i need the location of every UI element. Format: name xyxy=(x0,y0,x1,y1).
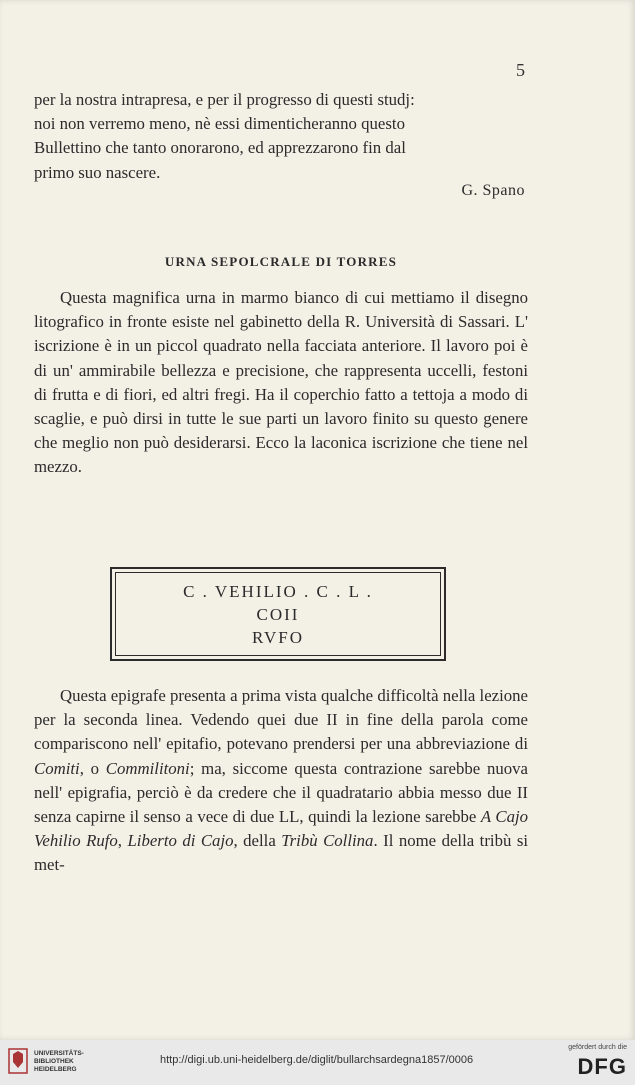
inscription-line-3: RVFO xyxy=(252,627,304,647)
dfg-logo: DFG xyxy=(577,1054,627,1079)
paragraph-text xyxy=(34,684,528,878)
italic-run: Commilitoni xyxy=(105,758,190,778)
italic-run: Liberto di Cajo xyxy=(127,831,234,851)
intro-line: Bullettino che tanto onorarono, ed apprezzarono fin dal xyxy=(34,138,406,158)
author-signature: G. Spano xyxy=(461,182,525,199)
library-logo-text xyxy=(34,1050,84,1074)
logo-line: HEIDELBERG xyxy=(34,1066,77,1073)
text-run: , della xyxy=(233,831,282,851)
dfg-caption: gefördert durch die xyxy=(568,1044,627,1051)
logo-line: UNIVERSITÄTS- xyxy=(34,1050,84,1057)
university-seal-icon xyxy=(8,1048,28,1074)
viewer-footer xyxy=(0,1040,635,1085)
logo-line: BIBLIOTHEK xyxy=(34,1058,74,1065)
inscription-line-1: C . VEHILIO . C . L . xyxy=(183,581,373,601)
intro-line: noi non verremo meno, nè essi dimenticheranno questo xyxy=(34,114,405,134)
text-run: . Il nome della tribù si met- xyxy=(34,831,529,875)
text-run: ; ma, siccome questa contrazione sarebbe nuova nell' epigrafia, perciò è da credere che il quadratario abbia messo due II senza capirne il senso a vece di due LL, quindi la lezione sarebbe xyxy=(34,758,528,827)
inscription-line-2: COII xyxy=(256,604,300,624)
italic-run: Tribù Collina xyxy=(281,831,374,851)
intro-line: per la nostra intrapresa, e per il progresso di questi studj: xyxy=(34,90,415,109)
permalink-url[interactable]: http://digi.ub.uni-heidelberg.de/diglit/bullarchsardegna1857/0006 xyxy=(160,1054,474,1066)
page-number: 5 xyxy=(516,60,525,80)
intro-line: primo suo nascere. xyxy=(34,162,161,182)
text-run: , xyxy=(117,831,128,851)
paragraph-text: Questa magnifica urna in marmo bianco di cui mettiamo il disegno litografico in fronte esiste nel gabinetto della R. Università di Sassari. L' iscrizione è in un piccol quadrato nella facciata anteriore. Il lavoro poi è di un' ammirabile bellezza e precisione, che rappresenta uccelli, festoni di frutta e di fiori, ed altri fregi. Ha il coperchio fatto a tettoja a modo di scaglie, e può dirsi in tutte le sue parti un lavoro finito su questo genere che meglio non può desiderarsi. Ecco la laconica iscrizione che tiene nel mezzo. xyxy=(34,288,528,477)
inscription-box xyxy=(110,567,446,661)
body-paragraph-2 xyxy=(34,684,528,878)
text-run: Questa epigrafe presenta a prima vista qualche difficoltà nella lezione per la seconda linea. Vedendo quei due II in fine della parola come compariscono nell' epitafio, potevano prendersi per una abbreviazione di xyxy=(34,686,528,754)
intro-paragraph xyxy=(34,88,528,185)
section-heading: URNA SEPOLCRALE DI TORRES xyxy=(164,254,398,269)
body-paragraph-1 xyxy=(34,286,528,480)
text-run: , o xyxy=(79,758,106,778)
italic-run: A Cajo Vehilio Rufo xyxy=(34,807,529,851)
italic-run: Comiti xyxy=(34,758,80,778)
